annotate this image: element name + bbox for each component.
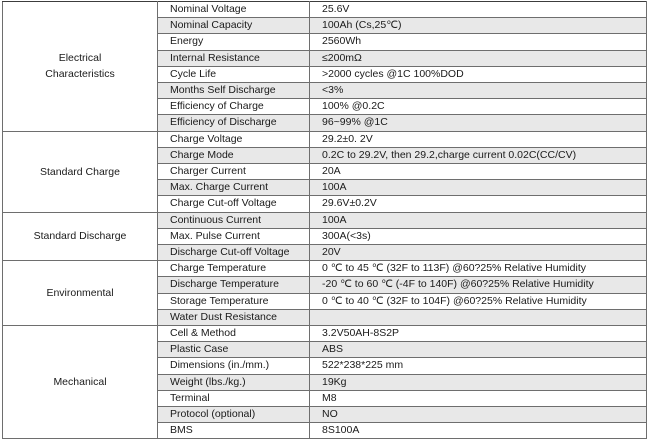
category-label: Environmental — [3, 261, 158, 326]
parameter-value: 300A(<3s) — [310, 228, 647, 244]
parameter-name: Dimensions (in./mm.) — [158, 358, 310, 374]
parameter-value: 96~99% @1C — [310, 115, 647, 131]
parameter-name: Water Dust Resistance — [158, 309, 310, 325]
category-label: Electrical Characteristics — [3, 2, 158, 132]
parameter-value: <3% — [310, 83, 647, 99]
spec-row — [3, 212, 647, 228]
parameter-value: 25.6V — [310, 2, 647, 18]
parameter-value: NO — [310, 407, 647, 423]
parameter-name: Charge Temperature — [158, 261, 310, 277]
parameter-name: Months Self Discharge — [158, 83, 310, 99]
parameter-name: Discharge Temperature — [158, 277, 310, 293]
spec-table-body — [3, 2, 647, 439]
parameter-value: ≤200mΩ — [310, 50, 647, 66]
parameter-name: Continuous Current — [158, 212, 310, 228]
parameter-value: ABS — [310, 342, 647, 358]
parameter-name: Discharge Cut-off Voltage — [158, 245, 310, 261]
parameter-name: Efficiency of Discharge — [158, 115, 310, 131]
spec-row — [3, 131, 647, 147]
parameter-value: 0 ℃ to 40 ℃ (32F to 104F) @60?25% Relative Humidity — [310, 293, 647, 309]
category-label: Standard Charge — [3, 131, 158, 212]
spec-table — [2, 1, 647, 439]
parameter-name: Terminal — [158, 390, 310, 406]
parameter-value: 100Ah (Cs,25℃) — [310, 18, 647, 34]
parameter-value: 100A — [310, 212, 647, 228]
parameter-value: -20 ℃ to 60 ℃ (-4F to 140F) @60?25% Relative Humidity — [310, 277, 647, 293]
parameter-name: Storage Temperature — [158, 293, 310, 309]
parameter-name: Charge Voltage — [158, 131, 310, 147]
parameter-name: Nominal Capacity — [158, 18, 310, 34]
spec-row — [3, 261, 647, 277]
parameter-name: Charger Current — [158, 164, 310, 180]
parameter-name: Internal Resistance — [158, 50, 310, 66]
parameter-name: Charge Mode — [158, 147, 310, 163]
parameter-name: Charge Cut-off Voltage — [158, 196, 310, 212]
parameter-value: 8S100A — [310, 423, 647, 439]
parameter-name: Weight (lbs./kg.) — [158, 374, 310, 390]
parameter-value: M8 — [310, 390, 647, 406]
parameter-value: 2560Wh — [310, 34, 647, 50]
parameter-name: Cell & Method — [158, 326, 310, 342]
spec-row — [3, 326, 647, 342]
parameter-name: BMS — [158, 423, 310, 439]
parameter-value: 19Kg — [310, 374, 647, 390]
parameter-name: Efficiency of Charge — [158, 99, 310, 115]
category-label: Standard Discharge — [3, 212, 158, 261]
parameter-value: 29.6V±0.2V — [310, 196, 647, 212]
parameter-value: 20A — [310, 164, 647, 180]
parameter-value: 29.2±0. 2V — [310, 131, 647, 147]
parameter-value: 20V — [310, 245, 647, 261]
parameter-value: 0 ℃ to 45 ℃ (32F to 113F) @60?25% Relative Humidity — [310, 261, 647, 277]
spec-row — [3, 2, 647, 18]
parameter-value: 100% @0.2C — [310, 99, 647, 115]
parameter-value: >2000 cycles @1C 100%DOD — [310, 66, 647, 82]
category-label: Mechanical — [3, 326, 158, 439]
parameter-name: Cycle Life — [158, 66, 310, 82]
parameter-name: Protocol (optional) — [158, 407, 310, 423]
parameter-name: Nominal Voltage — [158, 2, 310, 18]
parameter-name: Max. Charge Current — [158, 180, 310, 196]
parameter-value: 0.2C to 29.2V, then 29.2,charge current 0.02C(CC/CV) — [310, 147, 647, 163]
parameter-value — [310, 309, 647, 325]
parameter-name: Plastic Case — [158, 342, 310, 358]
parameter-value: 522*238*225 mm — [310, 358, 647, 374]
parameter-name: Energy — [158, 34, 310, 50]
parameter-name: Max. Pulse Current — [158, 228, 310, 244]
parameter-value: 100A — [310, 180, 647, 196]
parameter-value: 3.2V50AH-8S2P — [310, 326, 647, 342]
